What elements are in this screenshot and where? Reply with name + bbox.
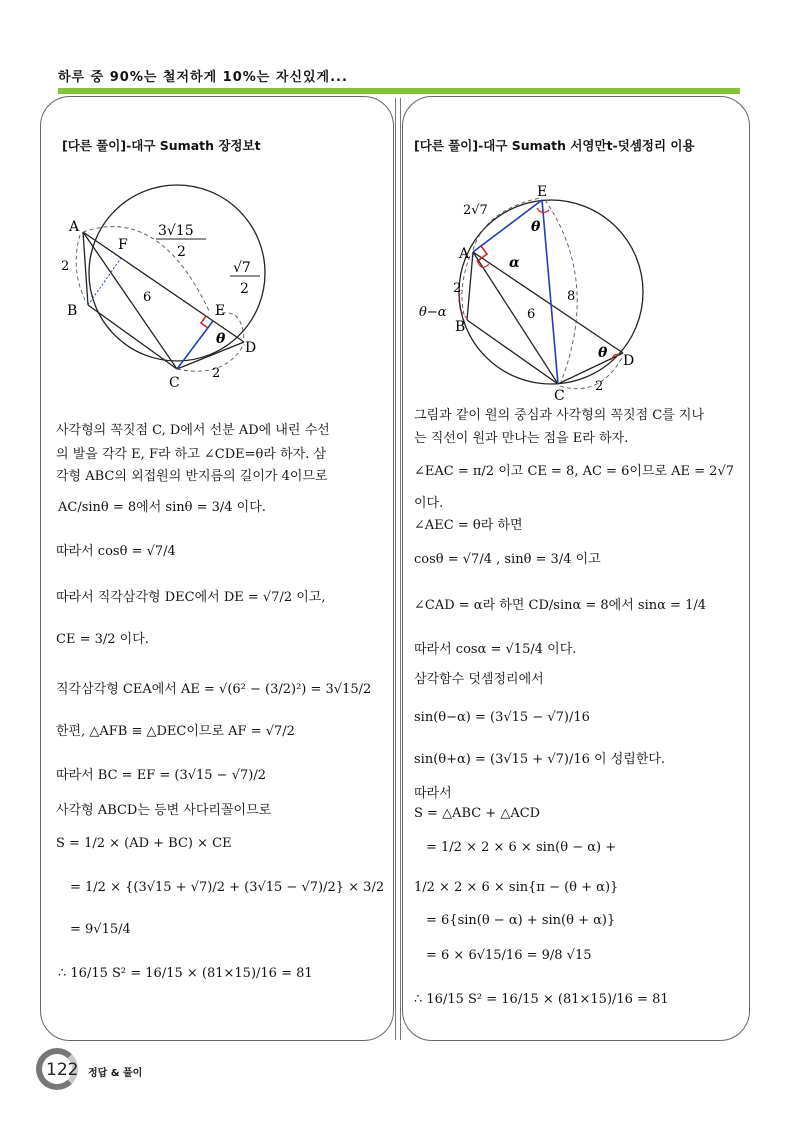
right-line-2: ∠EAC = π/2 이고 CE = 8, AC = 6이므로 AE = 2√7 [414,464,735,479]
left-line-2: 각형 ABC의 외접원의 반지름의 길이가 4이므로 [56,469,328,484]
label-ab: 2 [61,259,70,274]
label-e: E [215,303,226,319]
right-line-5: cosθ = √7/4 , sinθ = 3/4 이고 [414,552,601,567]
label-d: D [245,340,257,356]
label-cd: 2 [595,379,604,394]
right-line-12: S = △ABC + △ACD [414,806,541,821]
right-line-7: 따라서 cosα = √15/4 이다. [414,642,577,657]
right-line-11: 따라서 [414,786,452,801]
label-alpha: α [509,255,520,271]
right-figure [415,180,655,402]
label-ec: 8 [567,289,576,304]
label-e: E [537,184,548,200]
right-line-14: 1/2 × 2 × 6 × sin{π − (θ + α)} [414,880,619,895]
label-ae: 2√7 [463,203,488,218]
left-line-14: ∴ 16/15 S² = 16/15 × (81×15)/16 = 81 [58,966,313,981]
label-f: F [118,237,128,253]
label-ed-num: √7 [233,260,251,276]
right-line-17: ∴ 16/15 S² = 16/15 × (81×15)/16 = 81 [414,992,669,1007]
right-line-9: sin(θ−α) = (3√15 − √7)/16 [414,710,590,725]
label-ed-den: 2 [240,281,249,297]
right-line-3: 이다. [414,496,444,511]
right-line-8: 삼각함수 덧셈정리에서 [414,672,544,687]
left-line-9: 따라서 BC = EF = (3√15 − √7)/2 [56,768,266,783]
page-number: 122 [46,1060,79,1080]
label-ac: 6 [143,290,152,305]
right-line-4: ∠AEC = θ라 하면 [414,518,523,533]
label-ac: 6 [527,307,536,322]
panel-divider [395,98,401,1040]
left-line-13: = 9√15/4 [70,922,131,937]
left-line-4: 따라서 cosθ = √7/4 [56,544,176,559]
label-a: A [459,246,470,262]
header-rule [58,88,740,94]
left-line-6: CE = 3/2 이다. [56,632,149,647]
label-theta-minus-alpha: θ−α [419,305,447,320]
left-line-12: = 1/2 × {(3√15 + √7)/2 + (3√15 − √7)/2} × 3/2 [70,880,385,895]
label-ab: 2 [453,281,462,296]
left-title: [다른 풀이]-대구 Sumath 장정보t [62,138,261,153]
label-c: C [554,388,565,402]
right-line-10: sin(θ+α) = (3√15 + √7)/16 이 성립한다. [414,752,666,767]
left-line-10: 사각형 ABCD는 등변 사다리꼴이므로 [56,803,272,818]
label-a: A [69,219,80,235]
label-cd: 2 [212,366,221,381]
label-b: B [67,303,78,319]
left-line-0: 사각형의 꼭짓점 C, D에서 선분 AD에 내린 수선 [56,423,330,438]
page-header: 하루 중 90%는 철저하게 10%는 자신있게... [58,70,348,85]
label-d: D [623,353,635,369]
left-figure [50,165,300,397]
right-line-1: 는 직선이 원과 만나는 점을 E라 하자. [414,431,629,446]
label-ae-num: 3√15 [158,223,194,239]
label-c: C [169,375,180,391]
right-title: [다른 풀이]-대구 Sumath 서영만t-덧셈정리 이용 [414,138,695,153]
left-line-5: 따라서 직각삼각형 DEC에서 DE = √7/2 이고, [56,590,326,605]
label-theta-e: θ [531,219,541,235]
label-theta: θ [216,331,226,347]
label-theta-d: θ [598,345,608,361]
right-line-13: = 1/2 × 2 × 6 × sin(θ − α) + [426,840,617,855]
label-b: B [455,319,466,335]
label-ae-den: 2 [177,244,186,260]
footer-label: 정답 & 풀이 [88,1068,143,1079]
right-line-6: ∠CAD = α라 하면 CD/sinα = 8에서 sinα = 1/4 [414,598,706,613]
left-line-1: 의 발을 각각 E, F라 하고 ∠CDE=θ라 하자. 삼 [56,447,327,462]
left-line-8: 한편, △AFB ≡ △DEC이므로 AF = √7/2 [56,724,295,739]
right-line-16: = 6 × 6√15/16 = 9/8 √15 [426,948,592,963]
left-line-7: 직각삼각형 CEA에서 AE = √(6² − (3/2)²) = 3√15/2 [56,682,372,697]
left-line-11: S = 1/2 × (AD + BC) × CE [56,836,232,851]
left-line-3: AC/sinθ = 8에서 sinθ = 3/4 이다. [58,500,266,515]
right-line-15: = 6{sin(θ − α) + sin(θ + α)} [426,913,616,928]
right-line-0: 그림과 같이 원의 중심과 사각형의 꼭짓점 C를 지나 [414,408,705,423]
